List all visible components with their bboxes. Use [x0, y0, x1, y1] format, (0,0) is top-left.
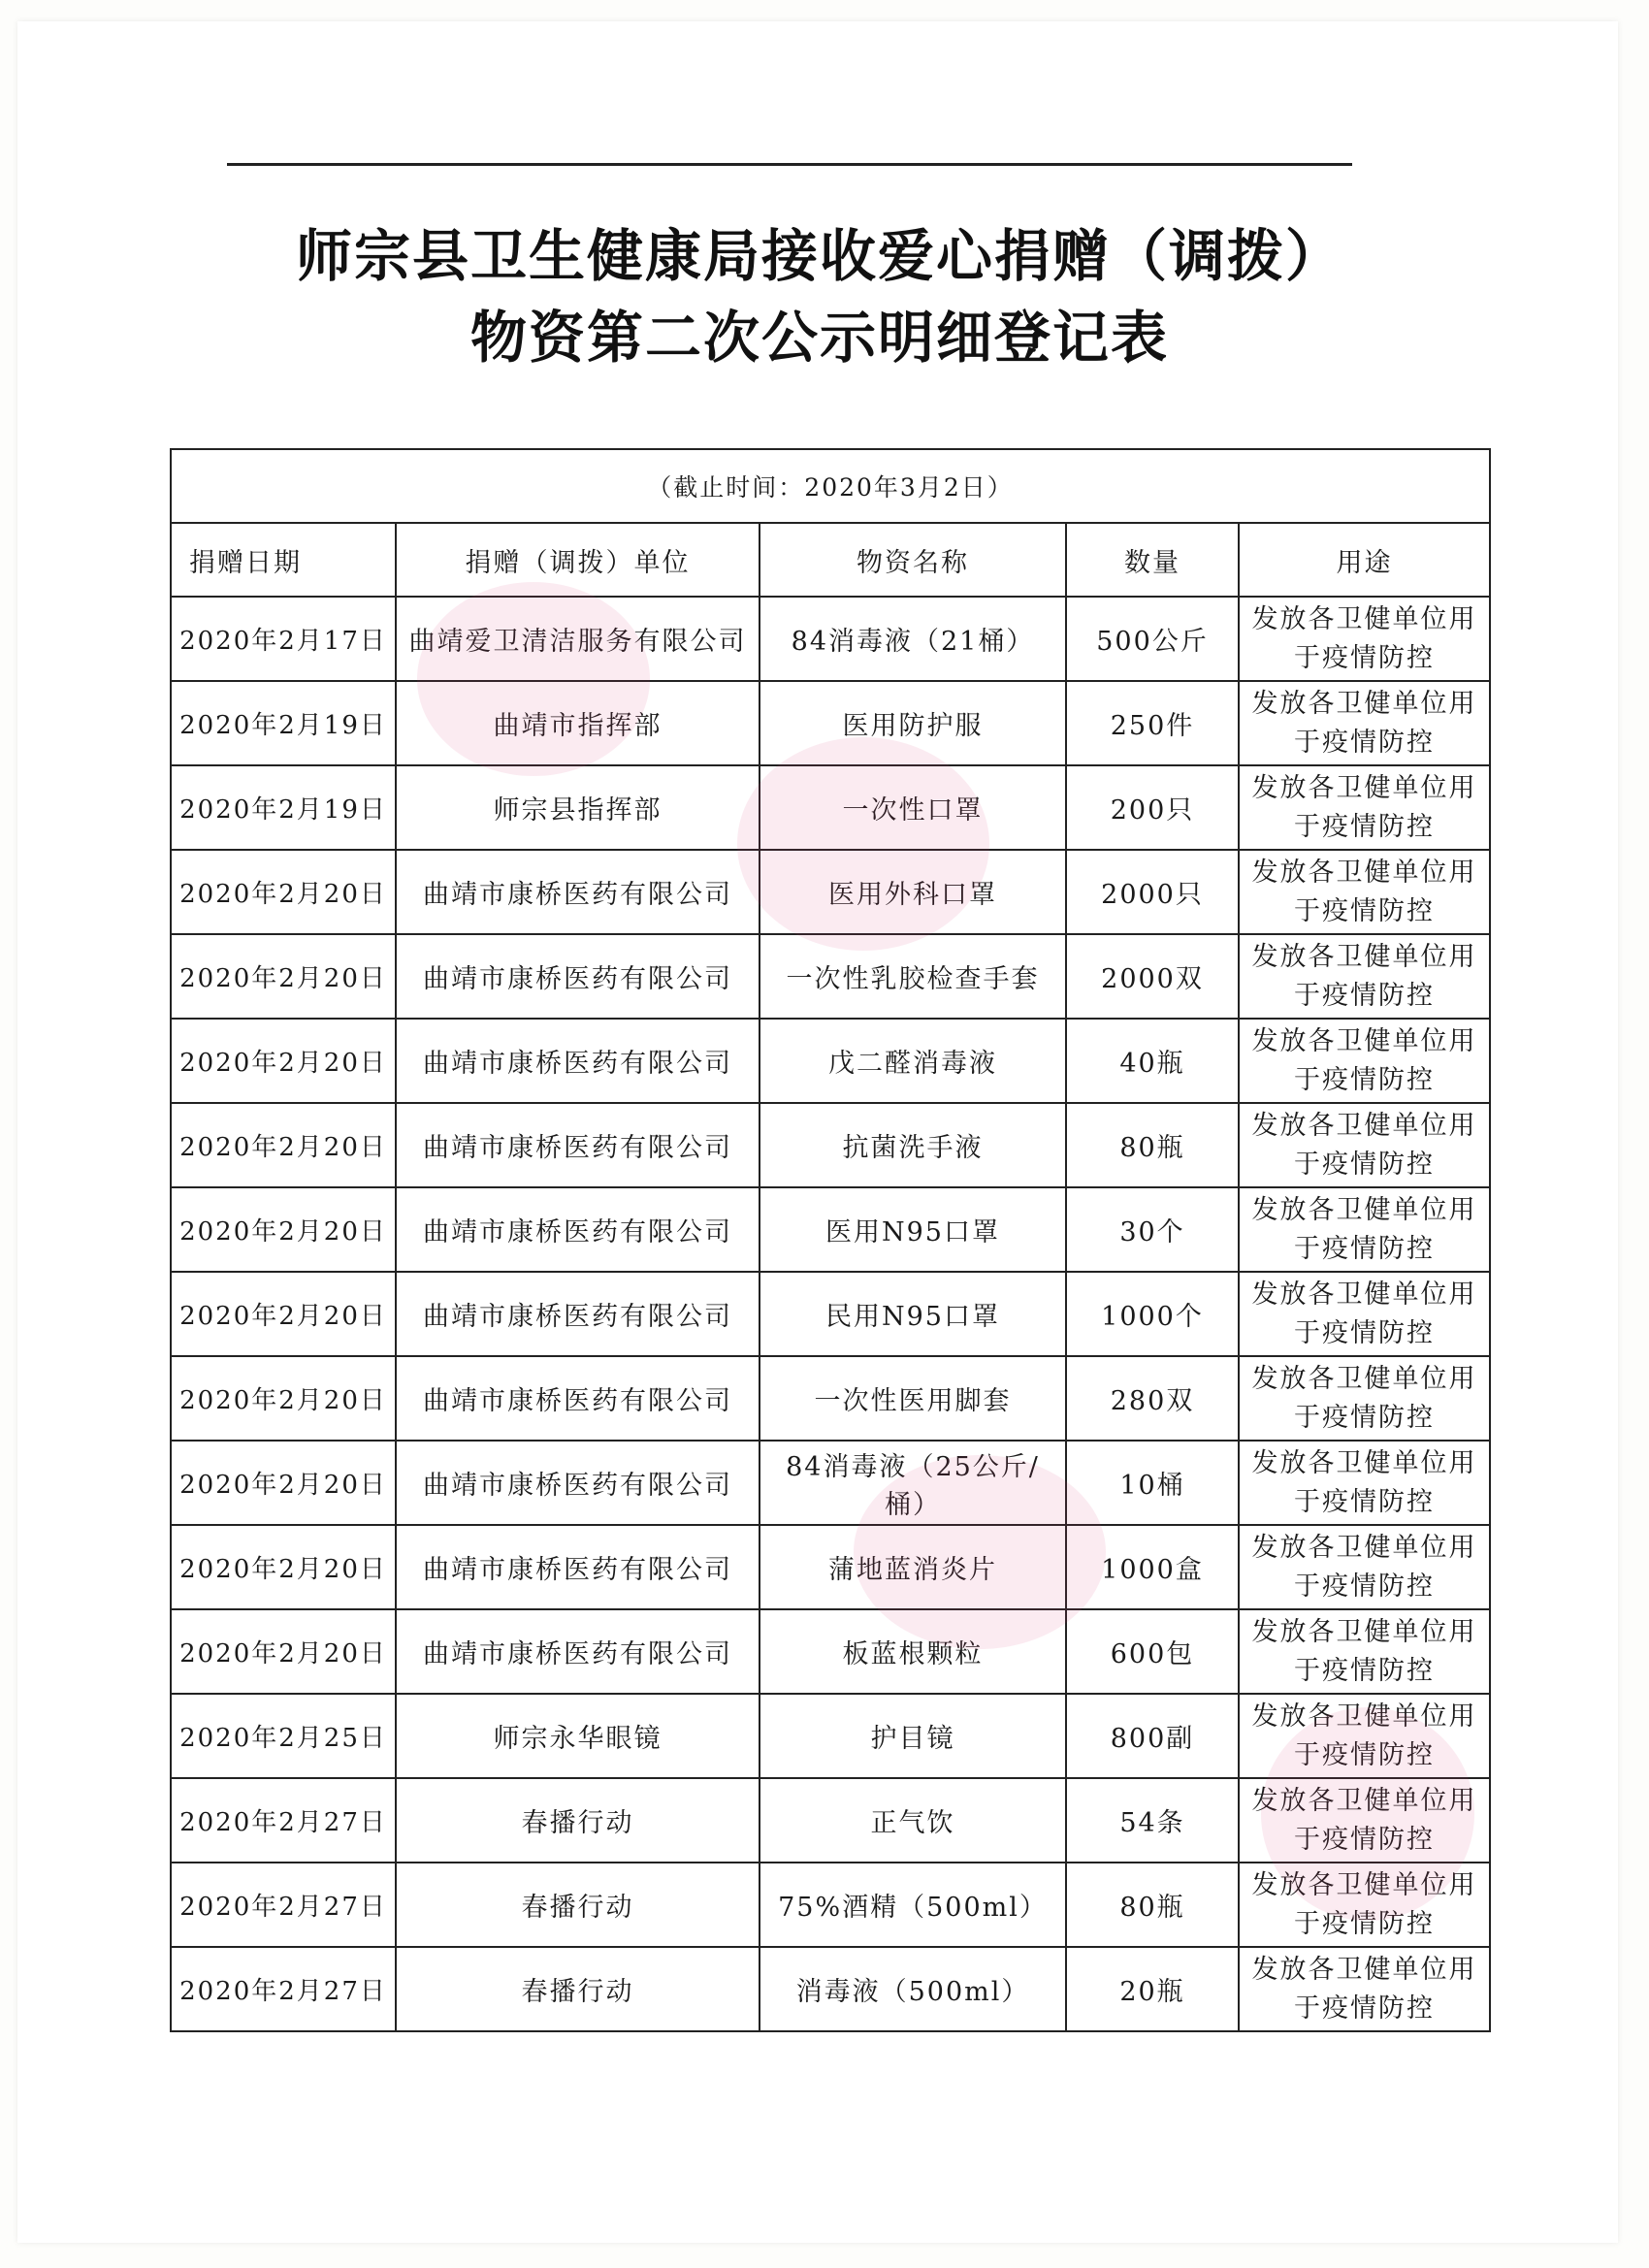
- cell-unit: 春播行动: [396, 1947, 760, 2031]
- cell-qty: 1000盒: [1066, 1525, 1239, 1609]
- purpose-line-2: 于疫情防控: [1294, 1655, 1436, 1686]
- cell-qty: 54条: [1066, 1778, 1239, 1863]
- cell-unit: 曲靖市康桥医药有限公司: [396, 850, 760, 934]
- header-unit: 捐赠（调拨）单位: [396, 523, 760, 597]
- cell-unit: 曲靖市康桥医药有限公司: [396, 1356, 760, 1441]
- cell-date: 2020年2月20日: [171, 1272, 396, 1356]
- cell-qty: 80瓶: [1066, 1103, 1239, 1187]
- purpose-line-2: 于疫情防控: [1294, 980, 1436, 1011]
- cell-item: 民用N95口罩: [760, 1272, 1066, 1356]
- table-row: [171, 850, 1490, 934]
- cutoff-row: [171, 449, 1490, 523]
- cell-purpose: [1239, 1103, 1490, 1187]
- purpose-line-2: 于疫情防控: [1294, 727, 1436, 758]
- purpose-line-2: 于疫情防控: [1294, 1064, 1436, 1095]
- cell-qty: 40瓶: [1066, 1019, 1239, 1103]
- cell-unit: 春播行动: [396, 1778, 760, 1863]
- cell-unit: 曲靖爱卫清洁服务有限公司: [396, 597, 760, 681]
- table-row: [171, 597, 1490, 681]
- cell-unit: 曲靖市康桥医药有限公司: [396, 1441, 760, 1525]
- cell-item: 戊二醛消毒液: [760, 1019, 1066, 1103]
- header-qty: 数量: [1066, 523, 1239, 597]
- cell-qty: 280双: [1066, 1356, 1239, 1441]
- purpose-line-1: 发放各卫健单位用: [1251, 1279, 1477, 1310]
- cell-item: 84消毒液（21桶）: [760, 597, 1066, 681]
- table-row: [171, 1778, 1490, 1863]
- purpose-line-1: 发放各卫健单位用: [1251, 603, 1477, 634]
- cell-date: 2020年2月20日: [171, 1019, 396, 1103]
- table-row: [171, 1356, 1490, 1441]
- table-row: [171, 1272, 1490, 1356]
- donation-register-table: [170, 448, 1491, 2032]
- cell-purpose: [1239, 850, 1490, 934]
- cell-item: 医用防护服: [760, 681, 1066, 765]
- purpose-line-1: 发放各卫健单位用: [1251, 1616, 1477, 1647]
- purpose-line-2: 于疫情防控: [1294, 1993, 1436, 2024]
- cell-item: 抗菌洗手液: [760, 1103, 1066, 1187]
- table-row: [171, 1694, 1490, 1778]
- cell-purpose: [1239, 1778, 1490, 1863]
- cell-item: 正气饮: [760, 1778, 1066, 1863]
- purpose-line-1: 发放各卫健单位用: [1251, 1363, 1477, 1394]
- cell-qty: 2000只: [1066, 850, 1239, 934]
- cell-qty: 600包: [1066, 1609, 1239, 1694]
- cell-purpose: [1239, 1525, 1490, 1609]
- cell-qty: 2000双: [1066, 934, 1239, 1019]
- cell-purpose: [1239, 1609, 1490, 1694]
- cell-qty: 20瓶: [1066, 1947, 1239, 2031]
- cell-qty: 250件: [1066, 681, 1239, 765]
- cell-date: 2020年2月17日: [171, 597, 396, 681]
- purpose-line-2: 于疫情防控: [1294, 1149, 1436, 1180]
- cell-unit: 师宗永华眼镜: [396, 1694, 760, 1778]
- cell-item: 板蓝根颗粒: [760, 1609, 1066, 1694]
- purpose-line-1: 发放各卫健单位用: [1251, 1785, 1477, 1816]
- table-row: [171, 1019, 1490, 1103]
- cell-qty: 800副: [1066, 1694, 1239, 1778]
- cell-purpose: [1239, 934, 1490, 1019]
- cell-purpose: [1239, 1441, 1490, 1525]
- purpose-line-2: 于疫情防控: [1294, 895, 1436, 926]
- table-header-row: [171, 523, 1490, 597]
- cell-date: 2020年2月20日: [171, 1103, 396, 1187]
- table-row: [171, 1187, 1490, 1272]
- purpose-line-2: 于疫情防控: [1294, 1739, 1436, 1770]
- cell-unit: 曲靖市康桥医药有限公司: [396, 1187, 760, 1272]
- cell-date: 2020年2月25日: [171, 1694, 396, 1778]
- purpose-line-2: 于疫情防控: [1294, 811, 1436, 842]
- table-row: [171, 1525, 1490, 1609]
- cell-qty: 500公斤: [1066, 597, 1239, 681]
- cell-item: 医用外科口罩: [760, 850, 1066, 934]
- cell-purpose: [1239, 1272, 1490, 1356]
- purpose-line-1: 发放各卫健单位用: [1251, 1110, 1477, 1141]
- cell-item: 一次性乳胶检查手套: [760, 934, 1066, 1019]
- purpose-line-2: 于疫情防控: [1294, 642, 1436, 673]
- cell-date: 2020年2月27日: [171, 1778, 396, 1863]
- purpose-line-2: 于疫情防控: [1294, 1824, 1436, 1855]
- purpose-line-2: 于疫情防控: [1294, 1317, 1436, 1348]
- table-row: [171, 934, 1490, 1019]
- purpose-line-1: 发放各卫健单位用: [1251, 772, 1477, 803]
- cell-unit: 曲靖市康桥医药有限公司: [396, 1609, 760, 1694]
- purpose-line-1: 发放各卫健单位用: [1251, 1532, 1477, 1563]
- table-row: [171, 1863, 1490, 1947]
- purpose-line-2: 于疫情防控: [1294, 1486, 1436, 1517]
- header-date: 捐赠日期: [171, 523, 396, 597]
- cell-unit: 曲靖市指挥部: [396, 681, 760, 765]
- table-row: [171, 1947, 1490, 2031]
- cell-unit: 曲靖市康桥医药有限公司: [396, 1019, 760, 1103]
- cell-date: 2020年2月27日: [171, 1947, 396, 2031]
- purpose-line-1: 发放各卫健单位用: [1251, 941, 1477, 972]
- purpose-line-1: 发放各卫健单位用: [1251, 1701, 1477, 1732]
- cell-item: 一次性口罩: [760, 765, 1066, 850]
- cell-date: 2020年2月20日: [171, 1525, 396, 1609]
- cell-unit: 曲靖市康桥医药有限公司: [396, 1525, 760, 1609]
- cell-date: 2020年2月20日: [171, 850, 396, 934]
- cell-unit: 曲靖市康桥医药有限公司: [396, 934, 760, 1019]
- cell-item: 75%酒精（500ml）: [760, 1863, 1066, 1947]
- cell-purpose: [1239, 597, 1490, 681]
- cell-qty: 200只: [1066, 765, 1239, 850]
- cell-qty: 80瓶: [1066, 1863, 1239, 1947]
- cell-purpose: [1239, 765, 1490, 850]
- cell-purpose: [1239, 1694, 1490, 1778]
- purpose-line-1: 发放各卫健单位用: [1251, 688, 1477, 719]
- cell-item: 84消毒液（25公斤/桶）: [760, 1441, 1066, 1525]
- header-purpose: 用途: [1239, 523, 1490, 597]
- cell-date: 2020年2月19日: [171, 681, 396, 765]
- cell-unit: 春播行动: [396, 1863, 760, 1947]
- cell-date: 2020年2月19日: [171, 765, 396, 850]
- table-row: [171, 765, 1490, 850]
- purpose-line-1: 发放各卫健单位用: [1251, 1869, 1477, 1900]
- table-row: [171, 681, 1490, 765]
- cell-purpose: [1239, 1947, 1490, 2031]
- cell-unit: 师宗县指挥部: [396, 765, 760, 850]
- cell-date: 2020年2月20日: [171, 1356, 396, 1441]
- document-title: [146, 215, 1494, 378]
- cell-purpose: [1239, 1187, 1490, 1272]
- cell-item: 护目镜: [760, 1694, 1066, 1778]
- cell-unit: 曲靖市康桥医药有限公司: [396, 1272, 760, 1356]
- purpose-line-2: 于疫情防控: [1294, 1908, 1436, 1939]
- title-line-1: 师宗县卫生健康局接收爱心捐赠（调拨）: [295, 223, 1343, 289]
- cell-item: 消毒液（500ml）: [760, 1947, 1066, 2031]
- purpose-line-1: 发放各卫健单位用: [1251, 1954, 1477, 1985]
- table-row: [171, 1441, 1490, 1525]
- purpose-line-2: 于疫情防控: [1294, 1571, 1436, 1602]
- header-item: 物资名称: [760, 523, 1066, 597]
- cell-date: 2020年2月20日: [171, 1441, 396, 1525]
- purpose-line-2: 于疫情防控: [1294, 1402, 1436, 1433]
- table-row: [171, 1103, 1490, 1187]
- purpose-line-1: 发放各卫健单位用: [1251, 1025, 1477, 1056]
- title-line-2: 物资第二次公示明细登记表: [469, 305, 1169, 371]
- purpose-line-2: 于疫情防控: [1294, 1233, 1436, 1264]
- cell-purpose: [1239, 1356, 1490, 1441]
- purpose-line-1: 发放各卫健单位用: [1251, 1447, 1477, 1478]
- cell-qty: 1000个: [1066, 1272, 1239, 1356]
- cell-qty: 10桶: [1066, 1441, 1239, 1525]
- cell-item: 医用N95口罩: [760, 1187, 1066, 1272]
- cell-date: 2020年2月20日: [171, 1187, 396, 1272]
- cell-purpose: [1239, 681, 1490, 765]
- cell-date: 2020年2月20日: [171, 1609, 396, 1694]
- cell-item: 蒲地蓝消炎片: [760, 1525, 1066, 1609]
- purpose-line-1: 发放各卫健单位用: [1251, 857, 1477, 888]
- cutoff-date: （截止时间：2020年3月2日）: [171, 449, 1490, 523]
- cell-qty: 30个: [1066, 1187, 1239, 1272]
- cell-purpose: [1239, 1019, 1490, 1103]
- purpose-line-1: 发放各卫健单位用: [1251, 1194, 1477, 1225]
- cell-purpose: [1239, 1863, 1490, 1947]
- header-rule: [227, 163, 1352, 166]
- cell-date: 2020年2月20日: [171, 934, 396, 1019]
- cell-unit: 曲靖市康桥医药有限公司: [396, 1103, 760, 1187]
- table-row: [171, 1609, 1490, 1694]
- cell-item: 一次性医用脚套: [760, 1356, 1066, 1441]
- cell-date: 2020年2月27日: [171, 1863, 396, 1947]
